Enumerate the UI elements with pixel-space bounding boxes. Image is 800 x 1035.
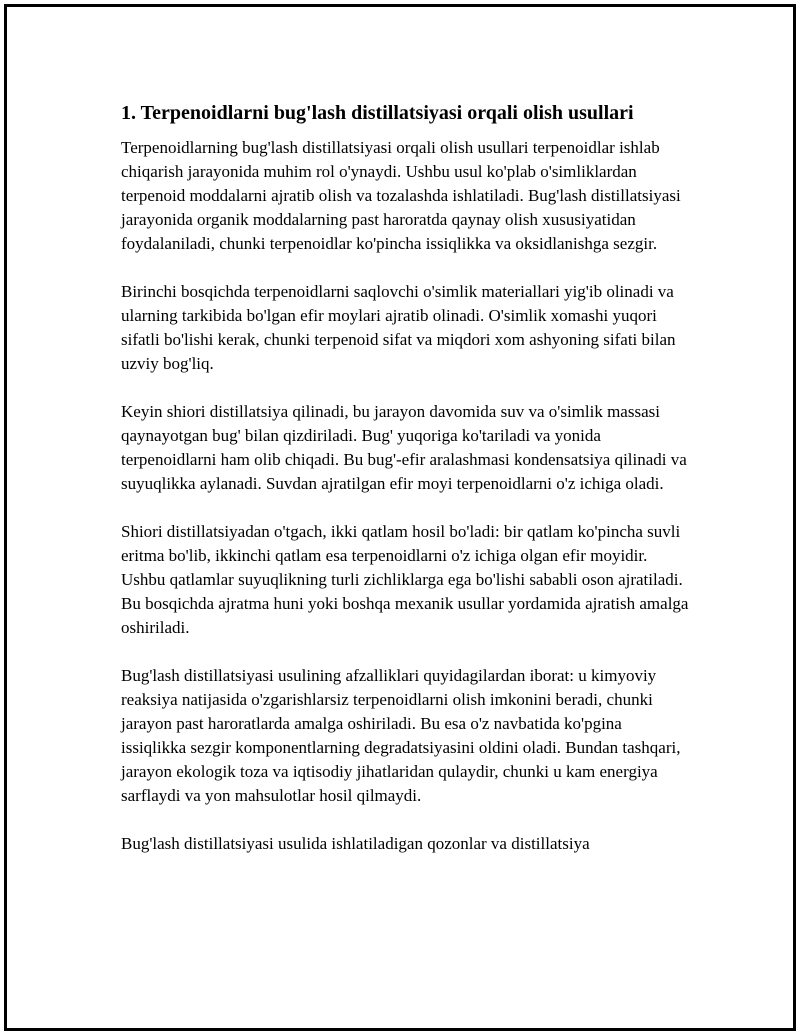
document-body	[121, 100, 691, 880]
paragraph-distillation: Keyin shiori distillatsiya qilinadi, bu jarayon davomida suv va o'simlik massasi qaynayotgan bug' bilan qizdiriladi. Bug' yuqoriga ko'tariladi va yonida terpenoidlarni ham olib chiqadi. Bu bug'-efir aralashmasi kondensatsiya qilinadi va suyuqlikka aylanadi. Suvdan ajratilgan efir moyi terpenoidlarni o'z ichiga oladi.	[121, 402, 687, 493]
paragraph-advantages: Bug'lash distillatsiyasi usulining afzalliklari quyidagilardan iborat: u kimyoviy reaksiya natijasida o'zgarishlarsiz terpenoidlarni olish imkonini beradi, chunki jarayon past haroratlarda amalga oshiriladi. Bu esa o'z navbatida ko'pgina issiqlikka sezgir komponentlarning degradatsiyasini oldini oladi. Bundan tashqari, jarayon ekologik toza va iqtisodiy jihatlaridan qulaydir, chunki u kam energiya sarflaydi va yon mahsulotlar hosil qilmaydi.	[121, 666, 681, 805]
paragraph-layer-separation: Shiori distillatsiyadan o'tgach, ikki qatlam hosil bo'ladi: bir qatlam ko'pincha suvli eritma bo'lib, ikkinchi qatlam esa terpenoidlarni o'z ichiga olgan efir moyidir. Ushbu qatlamlar suyuqlikning turli zichliklarga ega bo'lishi sababli oson ajratiladi. Bu bosqichda ajratma huni yoki boshqa mexanik usullar yordamida ajratish amalga oshiriladi.	[121, 522, 689, 637]
paragraph-equipment: Bug'lash distillatsiyasi usulida ishlatiladigan qozonlar va distillatsiya	[121, 834, 590, 853]
paragraph-intro: Terpenoidlarning bug'lash distillatsiyasi orqali olish usullari terpenoidlar ishlab chiqarish jarayonida muhim rol o'ynaydi. Ushbu usul ko'plab o'simliklardan terpenoid moddalarni ajratib olish va tozalashda ishlatiladi. Bug'lash distillatsiyasi jarayonida organik moddalarning past haroratda qaynay olish xususiyatidan foydalaniladi, chunki terpenoidlar ko'pincha issiqlikka va oksidlanishga sezgir.	[121, 138, 681, 253]
paragraph-first-stage: Birinchi bosqichda terpenoidlarni saqlovchi o'simlik materiallari yig'ib olinadi va ularning tarkibida bo'lgan efir moylari ajratib olinadi. O'simlik xomashi yuqori sifatli bo'lishi kerak, chunki terpenoid sifat va miqdori xom ashyoning sifati bilan uzviy bog'liq.	[121, 282, 676, 373]
section-heading: 1. Terpenoidlarni bug'lash distillatsiyasi orqali olish usullari	[121, 102, 634, 124]
document-page	[4, 4, 796, 1031]
